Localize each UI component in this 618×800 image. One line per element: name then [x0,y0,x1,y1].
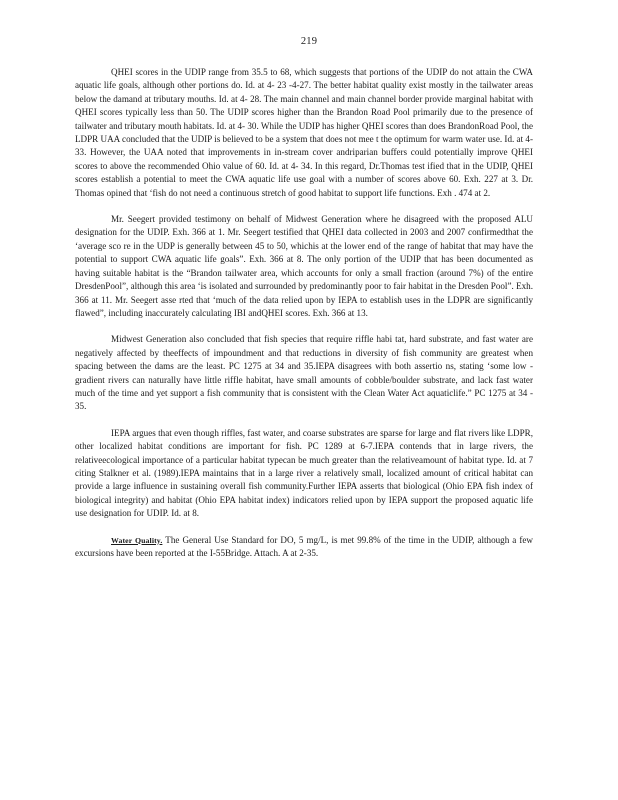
paragraph-seegert-testimony: Mr. Seegert provided testimony on behalf of Midwest Generation where he disagreed with the proposed ALU designation for the UDIP. Exh. 366 at 1. Mr. Seegert testified that QHEI data collected in 2003 and 2007 confirmedthat the ‘average sco re in the UDP is generally between 45 to 50, whichis at the lower end of the range of habitat that may have the potential to support CWA aquatic life goals”. Exh. 366 at 8. The only portion of the UDIP that has been documented as having suitable habitat is the “Brandon tailwater area, which accounts for only a small fraction (around 7%) of the entire DresdenPool”, although this area ‘is isolated and surrounded by predominantly poor to fair habitat in the Dresden Pool”. Exh. 366 at 11. Mr. Seegert asse rted that ‘much of the data relied upon by IEPA to establish uses in the LDPR are significantly flawed”, including inaccurately calculating IBI andQHEI scores. Exh. 366 at 13. [75,214,533,318]
paragraph-qhei-scores: QHEI scores in the UDIP range from 35.5 to 68, which suggests that portions of the UDIP do not attain the CWA aquatic life goals, although other portions do. Id. at 4- 23 -4-27. The better habitat quality exist mostly in the tailwater areas below the damand at tributary mouths. Id. at 4- 28. The main channel and main channel border provide marginal habitat with QHEI scores typically less than 50. The UDIP scores higher than the Brandon Road Pool primarily due to the presence of tailwater and tributary mouth habitats. Id. at 4- 30. While the UDIP has higher QHEI scores than does BrandonRoad Pool, the LDPR UAA concluded that the UDIP is believed to be a system that does not mee t the optimum for warm water use. Id. at 4- 33. However, the UAA noted that improvements in in-stream cover andriparian buffers could potentially improve QHEI scores to above the recommended Ohio value of 60. Id. at 4- 34. In this regard, Dr.Thomas test ified that in the UDIP, QHEI scores establish a potential to meet the CWA aquatic life use goal with a number of scores above 60. Exh. 227 at 3. Dr. Thomas opined that ‘fish do not need a continuous stretch of good habitat to support life functions. Exh . 474 at 2. [75,67,533,198]
page-number: 219 [300,36,318,47]
paragraph-water-quality-text: The General Use Standard for DO, 5 mg/L, is met 99.8% of the time in the UDIP, although a few excursions have been reported at the I-55Bridge. Attach. A at 2-35. [75,534,534,558]
document-body [75,66,533,560]
section-heading-water-quality: Water Quality. [111,535,163,545]
paragraph-iepa-argues: IEPA argues that even though riffles, fast water, and coarse substrates are sparse for large and flat rivers like LDPR, other localized habitat conditions are important for fish. PC 1289 at 6-7.IEPA contends that in large rivers, the relativeecological importance of a particular habitat typecan be much greater than the relativeamount of habitat type. Id. at 7 citing Stalkner et al. (1989).IEPA maintains that in a large river a relatively small, localized amount of critical habitat can provide a large influence in sustaining overall fish community.Further IEPA asserts that biological (Ohio EPA fish index of biological integrity) and habitat (Ohio EPA habitat index) indicators relied upon by IEPA support the proposed aquatic life use designation for UDIP. Id. at 8. [75,427,533,519]
paragraph-water-quality [75,534,533,561]
paragraph-midwest-generation: Midwest Generation also concluded that fish species that require riffle habi tat, hard substrate, and fast water are negatively affected by theeffects of impoundment and that reductions in diversity of fish community are greatest when spacing between the dams are the least. PC 1275 at 34 and 35.IEPA disagrees with both assertio ns, stating ‘some low -gradient rivers can naturally have little riffle habitat, have small amounts of cobble/boulder substrate, and lack fast water much of the time and yet support a fish community that is consistent with the Clean Water Act aquaticlife.” PC 1275 at 34 - 35. [75,334,533,412]
